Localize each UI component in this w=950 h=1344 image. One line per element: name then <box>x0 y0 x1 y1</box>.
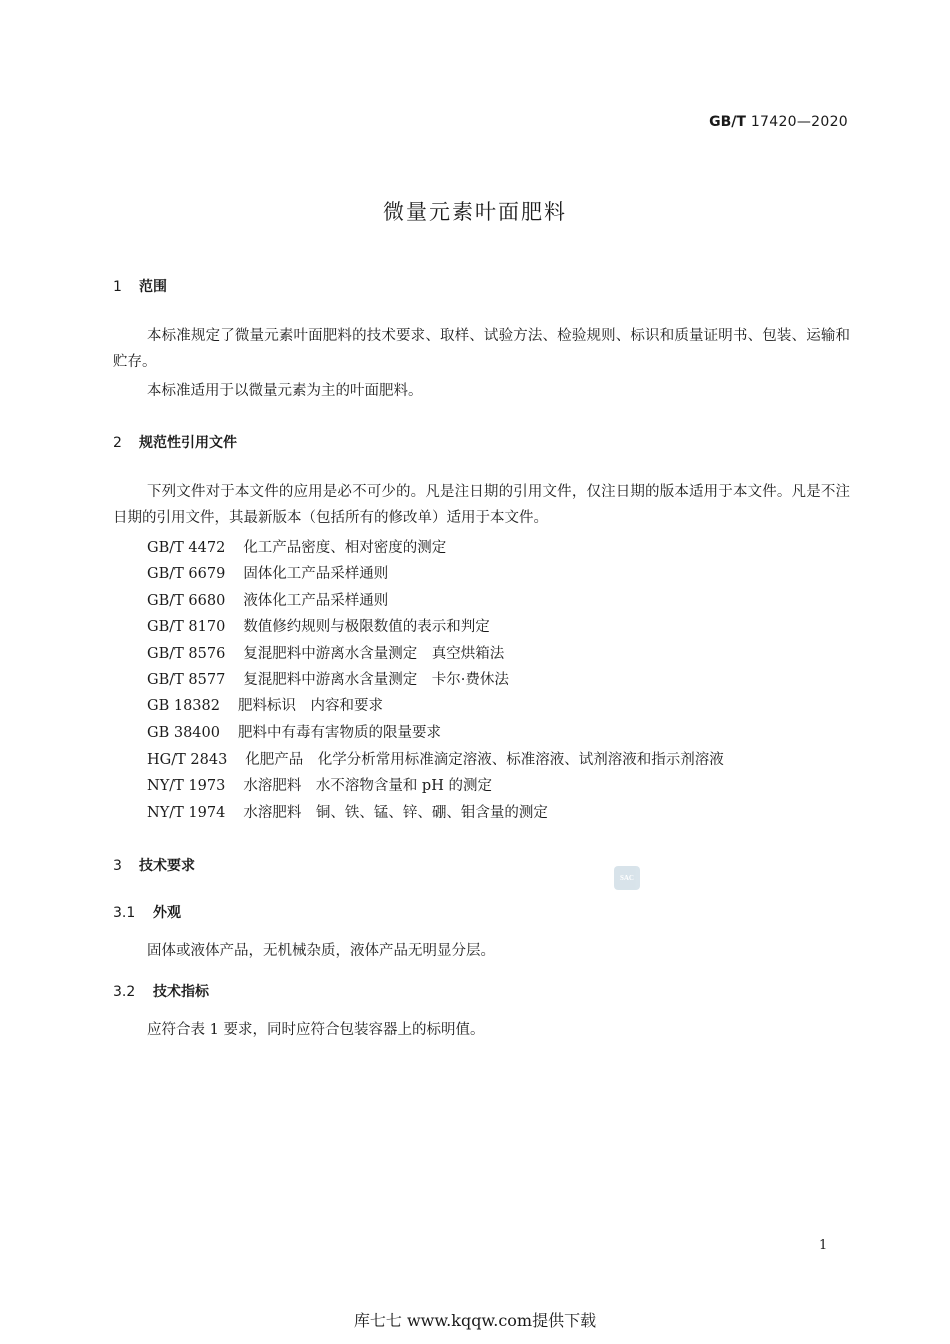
footer-download-note: 库七七 www.kqqw.com提供下载 <box>353 1311 597 1330</box>
subsection-title: 技术指标 <box>153 984 209 1000</box>
section-number: 1 <box>113 279 122 295</box>
reference-title: 化工产品密度、相对密度的测定 <box>243 540 447 556</box>
subsection-number: 3.2 <box>113 984 136 1000</box>
section-1-paragraph-2: 本标准适用于以微量元素为主的叶面肥料。 <box>147 383 423 399</box>
section-number: 2 <box>113 435 122 451</box>
reference-code: NY/T 1974 <box>147 805 226 821</box>
section-title: 范围 <box>139 279 167 295</box>
section-3-2-text: 应符合表 1 要求，同时应符合包装容器上的标明值。 <box>147 1022 485 1038</box>
subsection-number: 3.1 <box>113 905 136 921</box>
sac-watermark-logo <box>614 866 640 890</box>
section-1-paragraph-1: 本标准规定了微量元素叶面肥料的技术要求、取样、试验方法、检验规则、标识和质量证明书、包装、运输和贮存。 <box>113 328 850 370</box>
reference-item <box>147 642 504 663</box>
reference-item <box>147 615 490 636</box>
reference-title: 水溶肥料 水不溶物含量和 pH 的测定 <box>243 778 492 794</box>
section-title: 规范性引用文件 <box>139 435 237 451</box>
reference-code: GB/T 8170 <box>147 619 226 635</box>
reference-code: NY/T 1973 <box>147 778 226 794</box>
reference-title: 水溶肥料 铜、铁、锰、锌、硼、钼含量的测定 <box>243 805 548 821</box>
section-3-2-heading <box>113 981 209 1001</box>
reference-item <box>147 562 388 583</box>
reference-code: HG/T 2843 <box>147 752 228 768</box>
section-number: 3 <box>113 858 122 874</box>
reference-code: GB/T 6679 <box>147 566 226 582</box>
section-3-heading <box>113 855 195 875</box>
reference-title: 化肥产品 化学分析常用标准滴定溶液、标准溶液、试剂溶液和指示剂溶液 <box>245 752 724 768</box>
reference-item <box>147 748 724 769</box>
reference-title: 肥料中有毒有害物质的限量要求 <box>237 725 441 741</box>
reference-code: GB 18382 <box>147 698 220 714</box>
reference-title: 数值修约规则与极限数值的表示和判定 <box>243 619 490 635</box>
standard-prefix: GB/T <box>709 114 746 130</box>
section-2-paragraph-1: 下列文件对于本文件的应用是必不可少的。凡是注日期的引用文件，仅注日期的版本适用于本文件。凡是不注日期的引用文件，其最新版本（包括所有的修改单）适用于本文件。 <box>113 484 850 526</box>
reference-code: GB/T 8576 <box>147 646 226 662</box>
section-2-heading <box>113 432 237 452</box>
reference-item <box>147 774 492 795</box>
reference-title: 肥料标识 内容和要求 <box>237 698 383 714</box>
standard-code: 17420—2020 <box>750 114 848 130</box>
reference-code: GB/T 4472 <box>147 540 226 556</box>
watermark-text: SAC <box>619 874 634 882</box>
page-number: 1 <box>819 1238 828 1253</box>
reference-item <box>147 694 383 715</box>
reference-item <box>147 668 509 689</box>
reference-title: 复混肥料中游离水含量测定 真空烘箱法 <box>243 646 505 662</box>
reference-code: GB/T 8577 <box>147 672 226 688</box>
section-3-1-heading <box>113 902 181 922</box>
standard-number <box>709 114 848 130</box>
section-title: 技术要求 <box>139 858 195 874</box>
reference-item <box>147 589 388 610</box>
reference-item <box>147 721 441 742</box>
section-3-1-text: 固体或液体产品，无机械杂质，液体产品无明显分层。 <box>147 943 495 959</box>
reference-item <box>147 536 446 557</box>
document-title: 微量元素叶面肥料 <box>383 200 567 224</box>
reference-code: GB/T 6680 <box>147 593 226 609</box>
subsection-title: 外观 <box>153 905 181 921</box>
reference-title: 液体化工产品采样通则 <box>243 593 389 609</box>
reference-code: GB 38400 <box>147 725 220 741</box>
reference-title: 复混肥料中游离水含量测定 卡尔·费休法 <box>243 672 509 688</box>
reference-item <box>147 801 548 822</box>
section-1-heading <box>113 276 167 296</box>
reference-title: 固体化工产品采样通则 <box>243 566 389 582</box>
